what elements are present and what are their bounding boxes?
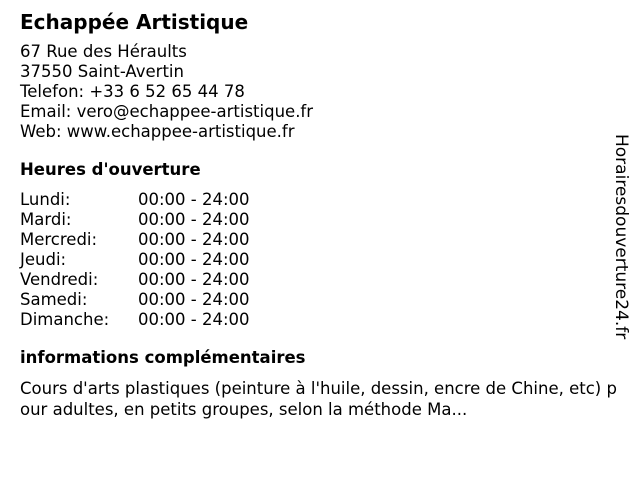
day-label: Mercredi: <box>20 230 98 249</box>
site-watermark: Horairesdouverture24.fr <box>611 134 631 340</box>
time-range: 00:00 - 24:00 <box>138 250 250 269</box>
hours-row <box>20 230 250 250</box>
time-range: 00:00 - 24:00 <box>138 270 250 289</box>
hours-row <box>20 210 250 230</box>
hours-heading: Heures d'ouverture <box>20 160 201 179</box>
hours-table <box>20 190 250 330</box>
hours-row <box>20 270 250 290</box>
time-range: 00:00 - 24:00 <box>138 290 250 309</box>
day-label: Samedi: <box>20 290 88 309</box>
address-block <box>20 42 610 142</box>
phone-line[interactable]: Telefon: +33 6 52 65 44 78 <box>20 82 245 101</box>
info-text: Cours d'arts plastiques (peinture à l'huile, dessin, encre de Chine, etc) pour adultes, en petits groupes, selon la méthode Ma... <box>20 379 617 419</box>
city-address: 37550 Saint-Avertin <box>20 62 184 81</box>
email-line[interactable]: Email: vero@echappee-artistique.fr <box>20 102 314 121</box>
business-name: Echappée Artistique <box>20 10 249 34</box>
day-label: Dimanche: <box>20 310 110 329</box>
day-label: Lundi: <box>20 190 71 209</box>
hours-row <box>20 250 250 270</box>
business-card <box>20 10 617 420</box>
street-address: 67 Rue des Héraults <box>20 42 187 61</box>
time-range: 00:00 - 24:00 <box>138 210 250 229</box>
hours-row <box>20 190 250 210</box>
hours-row <box>20 310 250 330</box>
info-heading: informations complémentaires <box>20 348 306 367</box>
web-line[interactable]: Web: www.echappee-artistique.fr <box>20 122 295 141</box>
day-label: Mardi: <box>20 210 72 229</box>
time-range: 00:00 - 24:00 <box>138 190 250 209</box>
time-range: 00:00 - 24:00 <box>138 230 250 249</box>
day-label: Jeudi: <box>20 250 67 269</box>
time-range: 00:00 - 24:00 <box>138 310 250 329</box>
hours-row <box>20 290 250 310</box>
day-label: Vendredi: <box>20 270 99 289</box>
